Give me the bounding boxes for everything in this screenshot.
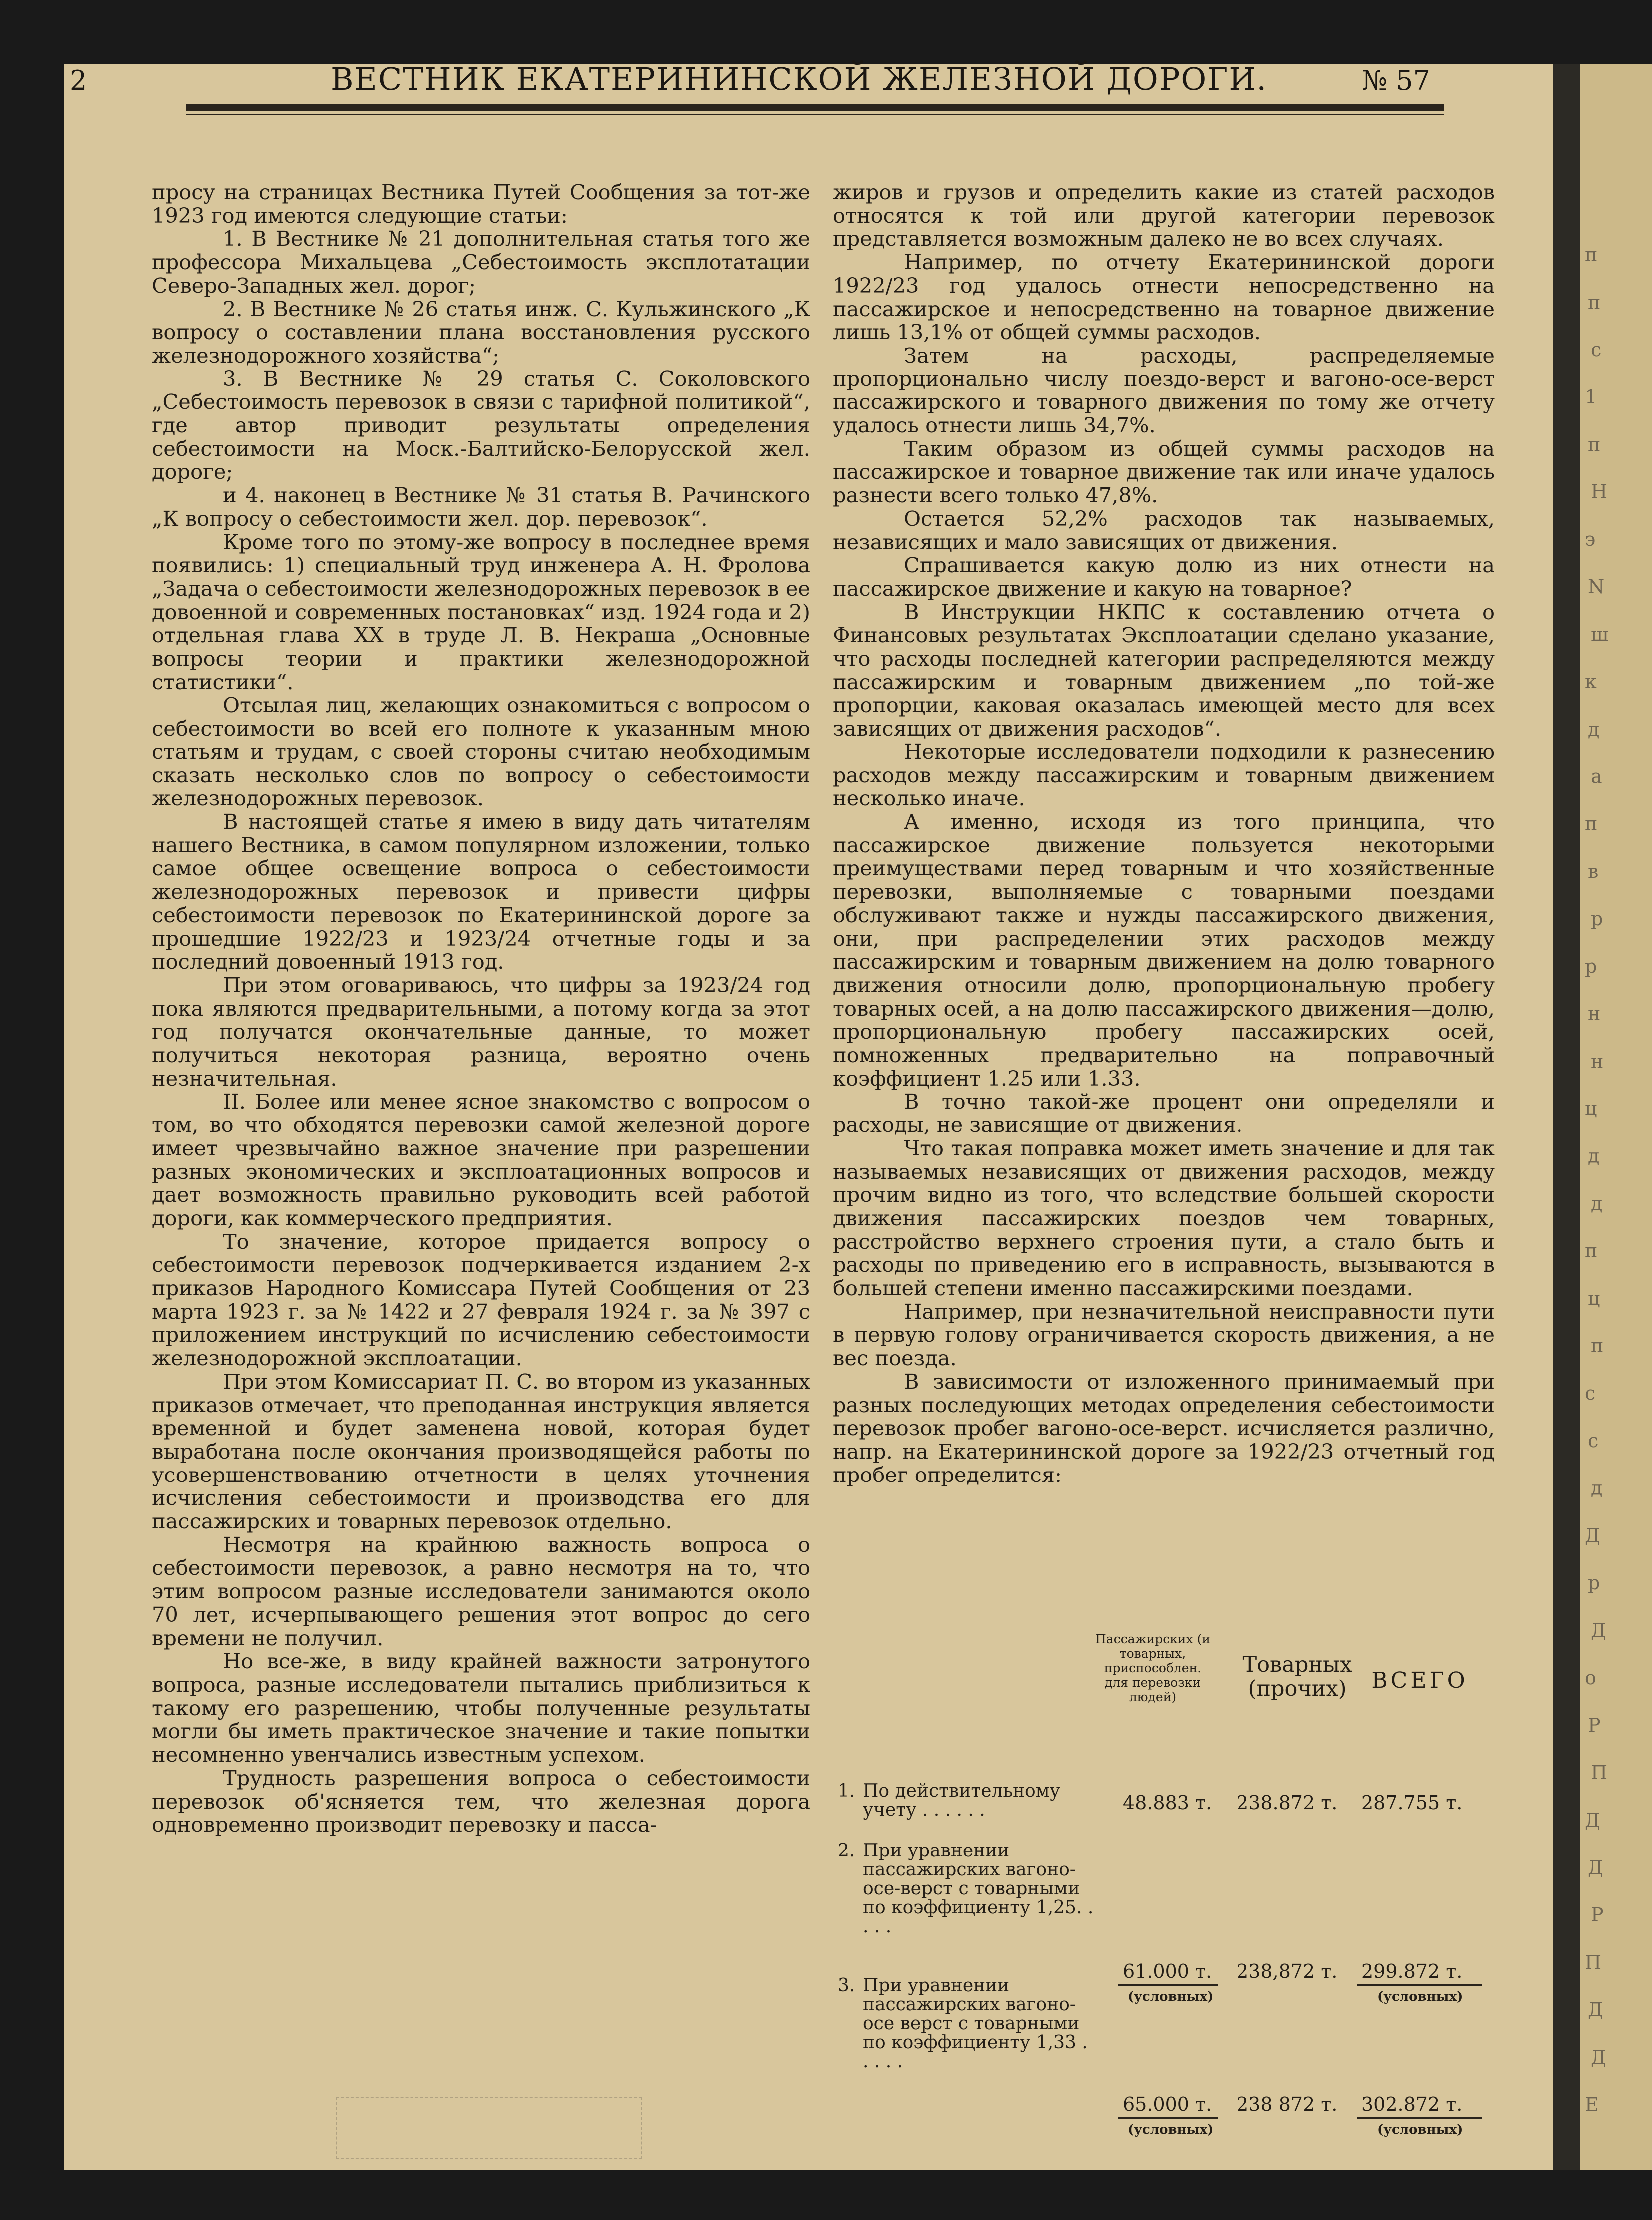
issue-number: № 57 [1362, 65, 1430, 96]
ghost-letter: с [1585, 1382, 1596, 1404]
ghost-letter: Н [1591, 481, 1608, 503]
header-rule-thin [186, 114, 1444, 115]
right-column [833, 181, 1495, 1486]
row-number: 3. [838, 1975, 855, 1996]
ghost-letter: п [1588, 433, 1601, 455]
paragraph: Некоторые исследователи подходили к разнесению расходов между пассажирским и товарным движением несколько иначе. [833, 739, 1495, 811]
ghost-letter: к [1585, 671, 1597, 693]
row-label-text: При уравнении пассажирских вагоно-осе-верст с товарными по коэффициенту 1,25. . . . . [863, 1841, 1094, 1937]
conditional-note: (условных) [1128, 1989, 1214, 2004]
ghost-letter: с [1591, 339, 1602, 361]
row-number: 2. [838, 1841, 855, 1861]
paragraph: То значение, которое придается вопросу о себестоимости перевозок подчеркивается изданием 2-х приказов Народного Комиссара Путей Сообщения от 23 марта 1923 г. за № 1422 и 27 февраля 1924 г. за № 397 с приложением инструкций по исчислению себестоимости железнодорожной эксплоатации. [152, 1229, 810, 1371]
ghost-letter: о [1585, 1667, 1596, 1689]
ghost-letter: в [1588, 860, 1599, 882]
ghost-letter: Д [1588, 1999, 1603, 2021]
paragraph: В настоящей статье я имею в виду дать читателям нашего Вестника, в самом популярном изложении, только самое общее освещение вопроса о себестоимости железнодорожных перевозок и привести цифры себестоимости перевозок по Екатерининской дороге за прошедшие 1922/23 и 1923/24 отчетные годы и за последний довоенный 1913 год. [152, 809, 810, 974]
ghost-letter: 1 [1585, 386, 1597, 408]
ghost-letter: Д [1588, 1856, 1603, 1878]
conditional-note: (условных) [1377, 1989, 1463, 2004]
paragraph: просу на страницах Вестника Путей Сообщения за тот-же 1923 год имеются следующие статьи: [152, 180, 810, 228]
ghost-letter: Д [1591, 1619, 1606, 1641]
paragraph: При этом оговариваюсь, что цифры за 1923/24 год пока являются предварительными, а потому когда за этот год получатся окончательные данные, то может получиться некоторая разница, вероятно очень незначительная. [152, 972, 810, 1091]
header-total: ВСЕГО [1371, 1668, 1468, 1693]
paragraph: Затем на расходы, распределяемые пропорционально числу поездо-верст и вагоно-осе-верст пассажирского и товарного движения по тому же отчету удалось отнести лишь 34,7%. [833, 343, 1495, 438]
paragraph: Что такая поправка может иметь значение и для так называемых независящих от движения расходов, между прочим видно из того, что вследствие большей скорости движения пассажирских поездов чем товарных, расстройство верхнего строения пути, а стало быть и расходы по приведению его в исправность, вызываются в большей степени именно пассажирскими поездами. [833, 1135, 1495, 1301]
row-label-text: По действительному учету . . . . . . [863, 1781, 1060, 1820]
ghost-letter: П [1585, 1951, 1602, 1973]
paragraph: 2. В Вестнике № 26 статья инж. С. Кульжинского „К вопросу о составлении плана восстановления русского железнодорожного хозяйства“; [152, 296, 810, 368]
ghost-letter: Д [1591, 2046, 1606, 2068]
ghost-letter: н [1588, 1003, 1601, 1025]
paragraph: 3. В Вестнике № 29 статья С. Соколовского „Себестоимость перевозок в связи с тарифной политикой“, где автор приводит результаты определения себестоимости на Моск.-Балтийско-Белорусской жел. дороге; [152, 366, 810, 484]
ghost-letter: с [1588, 1430, 1599, 1452]
ghost-letter: п [1585, 813, 1598, 835]
total-value: 299.872 т. [1361, 1960, 1463, 1982]
paragraph: Отсылая лиц, желающих ознакомиться с вопросом о себестоимости во всей его полноте к указанным мною статьям и трудам, с своей стороны считаю необходимым сказать несколько слов по вопросу о себестоимости железнодорожных перевозок. [152, 693, 810, 811]
ghost-letter: п [1591, 1335, 1604, 1357]
underline [1118, 2117, 1218, 2119]
paragraph: Остается 52,2% расходов так называемых, независящих и мало зависящих от движения. [833, 506, 1495, 554]
goods-value: 238.872 т. [1237, 1792, 1338, 1814]
paragraph: Например, при незначительной неисправности пути в первую голову ограничивается скорость движения, а не вес поезда. [833, 1299, 1495, 1371]
ghost-letter: п [1585, 1240, 1598, 1262]
passenger-value: 65.000 т. [1123, 2093, 1212, 2115]
conditional-note: (условных) [1377, 2122, 1463, 2137]
ghost-letter: ц [1585, 1098, 1597, 1119]
left-column [152, 181, 810, 1837]
paragraph: Таким образом из общей суммы расходов на пассажирское и товарное движение так или иначе удалось разнести всего только 47,8%. [833, 436, 1495, 508]
header-passenger: Пассажирских (и товарных, приспособлен. для перевозки людей) [1095, 1632, 1211, 1704]
goods-value: 238,872 т. [1237, 1960, 1338, 1982]
ghost-letter: д [1588, 718, 1600, 740]
ghost-letter: П [1591, 1762, 1608, 1784]
paragraph: В Инструкции НКПС к составлению отчета о Финансовых результатах Эксплоатации сделано указание, что расходы последней категории распределяются между пассажирским и товарным движением „по той-же пропорции, каковая оказалась имеющей место для всех зависящих от движения расходов“. [833, 599, 1495, 741]
ghost-letter: н [1591, 1050, 1604, 1072]
row-label-text: При уравнении пассажирских вагоно-осе верст с товарными по коэффициенту 1,33 . . . . . [863, 1975, 1088, 2072]
paragraph: и 4. наконец в Вестнике № 31 статья В. Рачинского „К вопросу о себестоимости жел. дор. перевозок“. [152, 483, 810, 531]
conditional-note: (условных) [1128, 2122, 1214, 2137]
ghost-letter: д [1591, 1477, 1603, 1499]
underline [1118, 1984, 1218, 1986]
ghost-letter: э [1585, 528, 1596, 550]
passenger-value: 61.000 т. [1123, 1960, 1212, 1982]
ghost-letter: а [1591, 765, 1602, 787]
header-goods: Товарных (прочих) [1242, 1652, 1352, 1701]
paragraph: жиров и грузов и определить какие из статей расходов относятся к той или другой категории перевозок представляется возможным далеко не во всех случаях. [833, 180, 1495, 251]
ghost-letter: р [1588, 1572, 1600, 1594]
ghost-letter: Р [1588, 1714, 1601, 1736]
ghost-letter: п [1588, 291, 1601, 313]
total-value: 287.755 т. [1361, 1792, 1463, 1814]
passenger-value: 48.883 т. [1123, 1792, 1212, 1814]
goods-value: 238 872 т. [1237, 2093, 1338, 2115]
paragraph: При этом Комиссариат П. С. во втором из указанных приказов отмечает, что преподанная инструкция является временной и будет заменена новой, которая будет выработана после окончания производящейся работы по усовершенствованию отчетности в целях уточнения исчисления себестоимости и производства его для пассажирских и товарных перевозок отдельно. [152, 1369, 810, 1534]
library-stamp [336, 2097, 642, 2159]
paragraph: Но все-же, в виду крайней важности затронутого вопроса, разные исследователи пытались приблизиться к такому его разрешению, чтобы полученные результаты могли бы иметь практическое значение и такие попытки несомненно увенчались известным успехом. [152, 1649, 810, 1767]
ghost-letter: Е [1585, 2094, 1599, 2116]
ghost-letter: д [1591, 1192, 1603, 1214]
paragraph: II. Более или менее ясное знакомство с вопросом о том, во что обходятся перевозки самой железной дороге имеет чрезвычайно важное значение при разрешении разных экономических и эксплоатационных вопросов и дает возможность правильно руководить всей работой дороги, как коммерческого предприятия. [152, 1089, 810, 1230]
ghost-letter: р [1585, 955, 1597, 977]
paragraph: В зависимости от изложенного принимаемый при разных последующих методах определения себестоимости перевозок пробег вагоно-осе-верст. исчисляется различно, напр. на Екатерининской дороге за 1922/23 отчетный год пробег определится: [833, 1369, 1495, 1487]
paragraph: А именно, исходя из того принципа, что пассажирское движение пользуется некоторыми преимуществами перед товарным и что хозяйственные перевозки, выполняемые с товарными поездами обслуживают также и нужды пассажирского движения, они, при распределении этих расходов между пассажирским и товарным движением на долю товарного движения относили долю, пропорциональную пробегу товарных осей, а на долю пассажирского движения—долю, пропорциональную пробегу пассажирских осей, помноженных предварительно на поправочный коэффициент 1.25 или 1.33. [833, 809, 1495, 1091]
ghost-letter: д [1588, 1145, 1600, 1167]
ghost-letter: ц [1588, 1287, 1600, 1309]
paragraph: Несмотря на крайнюю важность вопроса о себестоимости перевозок, а равно несмотря на то, что этим вопросом разные исследователи занимаются около 70 лет, исчерпывающего решения этот вопрос до сего времени не получил. [152, 1532, 810, 1650]
paragraph: 1. В Вестнике № 21 дополнительная статья того же профессора Михальцева „Себестоимость эксплотатации Северо-Западных жел. дорог; [152, 226, 810, 298]
paragraph: Трудность разрешения вопроса о себестоимости перевозок об'ясняется тем, что железная дорога одновременно производит перевозку и пасса- [152, 1765, 810, 1837]
page-number: 2 [70, 65, 87, 96]
ghost-letter: Р [1591, 1904, 1604, 1926]
ghost-letter: п [1585, 244, 1598, 266]
underline [1357, 2117, 1482, 2119]
header-rule-thick [186, 104, 1444, 111]
paragraph: Например, по отчету Екатерининской дороги 1922/23 год удалось отнести непосредственно на пассажирское и непосредственно на товарное движение лишь 13,1% от общей суммы расходов. [833, 250, 1495, 345]
ghost-letter: ш [1591, 623, 1609, 645]
journal-title: ВЕСТНИК ЕКАТЕРИНИНСКОЙ ЖЕЛЕЗНОЙ ДОРОГИ. [331, 61, 1268, 97]
ghost-letter: р [1591, 908, 1603, 930]
paragraph: Спрашивается какую долю из них отнести на пассажирское движение и какую на товарное? [833, 553, 1495, 601]
row-number: 1. [838, 1781, 855, 1801]
adjacent-page-edge [1580, 64, 1652, 2170]
ghost-letter: Д [1585, 1524, 1600, 1546]
paragraph: Кроме того по этому-же вопросу в последнее время появились: 1) специальный труд инженера А. Н. Фролова „Задача о себестоимости железнодорожных перевозок в ее довоенной и современных постановках“ изд. 1924 года и 2) отдельная глава XX в труде Л. В. Некраша „Основные вопросы теории и практики железнодорожной статистики“. [152, 529, 810, 694]
paragraph: В точно такой-же процент они определяли и расходы, не зависящие от движения. [833, 1089, 1495, 1137]
ghost-letter: N [1588, 576, 1605, 598]
underline [1357, 1984, 1482, 1986]
ghost-letter: Д [1585, 1809, 1600, 1831]
total-value: 302.872 т. [1361, 2093, 1463, 2115]
